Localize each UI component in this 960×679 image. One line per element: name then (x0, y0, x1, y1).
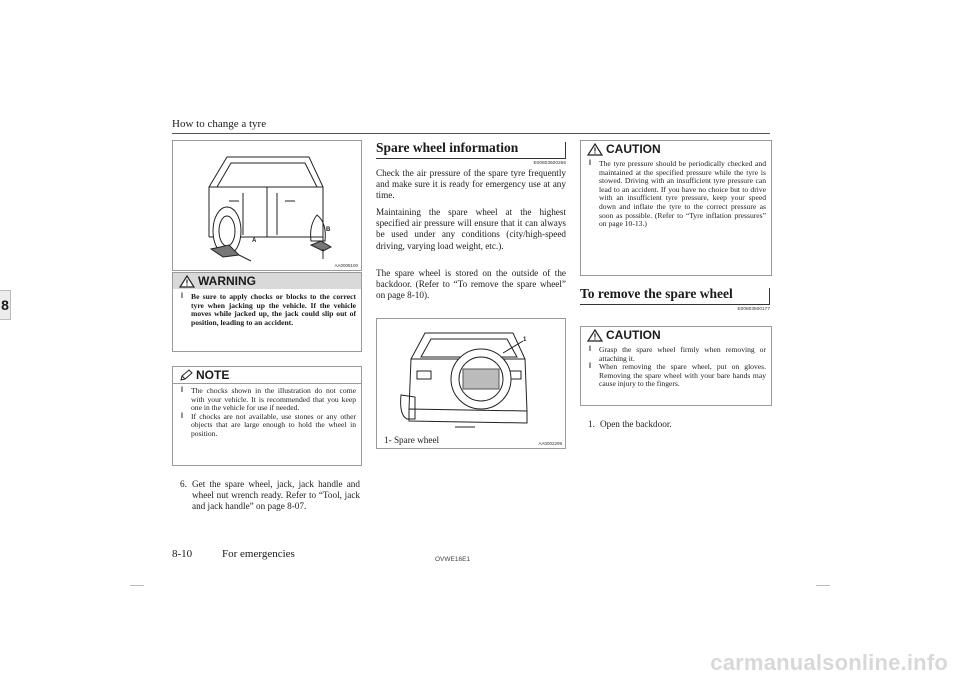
warning-header (173, 273, 361, 289)
crop-mark (130, 585, 144, 586)
caution-triangle-icon (587, 329, 603, 342)
car-front-illustration (173, 141, 361, 270)
chapter-tab: 8 (0, 290, 11, 320)
footer-section-name: For emergencies (222, 548, 295, 560)
warning-box (172, 272, 362, 352)
note-title: NOTE (196, 368, 230, 382)
warning-item: l Be sure to apply chocks or blocks to the correct tyre when jacking up the vehicle. If the vehicle moves while jacked up, the jack could slip out of position, leading to an accident. (178, 293, 356, 327)
section-rule-tick (769, 288, 770, 304)
section-title-remove-spare-wheel: To remove the spare wheel (580, 286, 733, 301)
section-title-spare-wheel-information: Spare wheel information (376, 140, 519, 155)
figure-caption-spare-wheel: 1- Spare wheel (384, 435, 440, 445)
footer-page-number: 8-10 (172, 548, 193, 560)
section-rule (376, 158, 566, 159)
note-header (173, 367, 361, 384)
spare-info-paragraph: Check the air pressure of the spare tyre frequently and make sure it is ready for emergency use at any time. (376, 168, 566, 201)
caution-triangle-icon (587, 143, 603, 156)
caution-title: CAUTION (606, 142, 661, 156)
footer-doc-code: OVWE16E1 (435, 556, 471, 563)
caution-header (581, 327, 771, 343)
figure-label-b: B (326, 227, 331, 233)
section-rule-tick (565, 142, 566, 158)
section-code: E00803500177 (737, 307, 770, 312)
figure-label-a: A (252, 238, 257, 244)
watermark: carmanualsonline.info (710, 650, 948, 675)
caution-item: l Grasp the spare wheel firmly when removing or attaching it. (586, 346, 766, 363)
note-box (172, 366, 362, 466)
step-1-number: 1. (588, 419, 595, 429)
figure-code: AA0002299 (538, 441, 562, 446)
note-item: l If chocks are not available, use stones or any other objects that are large enough to hold the wheel in position. (178, 413, 356, 439)
caution-box-grasp-wheel (580, 326, 772, 406)
figure-label-1: 1 (523, 337, 527, 343)
step-6-number: 6. (180, 479, 187, 489)
caution-item: l When removing the spare wheel, put on gloves. Removing the spare wheel with your bare hands may cause injury to the fingers. (586, 363, 766, 389)
note-item: l The chocks shown in the illustration do not come with your vehicle. It is recommended that you keep one in the vehicle for use if needed. (178, 387, 356, 413)
figure-car-front (172, 140, 362, 271)
car-rear-illustration (377, 319, 565, 448)
page-header-title: How to change a tyre (172, 118, 267, 130)
step-1-text: Open the backdoor. (600, 419, 672, 429)
crop-mark (816, 585, 830, 586)
header-rule (172, 133, 770, 134)
warning-title: WARNING (198, 274, 256, 288)
note-pencil-icon (179, 369, 193, 381)
caution-box-tyre-pressure (580, 140, 772, 276)
caution-title: CAUTION (606, 328, 661, 342)
warning-triangle-icon (179, 275, 195, 288)
figure-code: AA0008100 (334, 263, 358, 268)
figure-car-rear (376, 318, 566, 449)
caution-item: l The tyre pressure should be periodically checked and maintained at the specified pressure while the tyre is stowed. Driving with an insufficient tyre pressure can lead to an accident. If you have no choice but to drive with an insufficient tyre pressure, keep your speed down and inflate the tyre to the correct pressure as soon as possible. (Refer to “Tyre inflation pressures” on page 10-13.) (586, 160, 766, 229)
spare-info-paragraph: Maintaining the spare wheel at the highest specified air pressure will ensure that it can always be used under any conditions (city/high-speed driving, varying load weight, etc.). (376, 207, 566, 251)
caution-header (581, 141, 771, 157)
section-code: E00803600266 (533, 161, 566, 166)
step-6-text: Get the spare wheel, jack, jack handle and wheel nut wrench ready. Refer to “Tool, jack and jack handle” on page 8-07. (192, 479, 360, 512)
section-rule (580, 304, 770, 305)
spare-info-paragraph: The spare wheel is stored on the outside of the backdoor. (Refer to “To remove the spare wheel” on page 8-10). (376, 268, 566, 301)
